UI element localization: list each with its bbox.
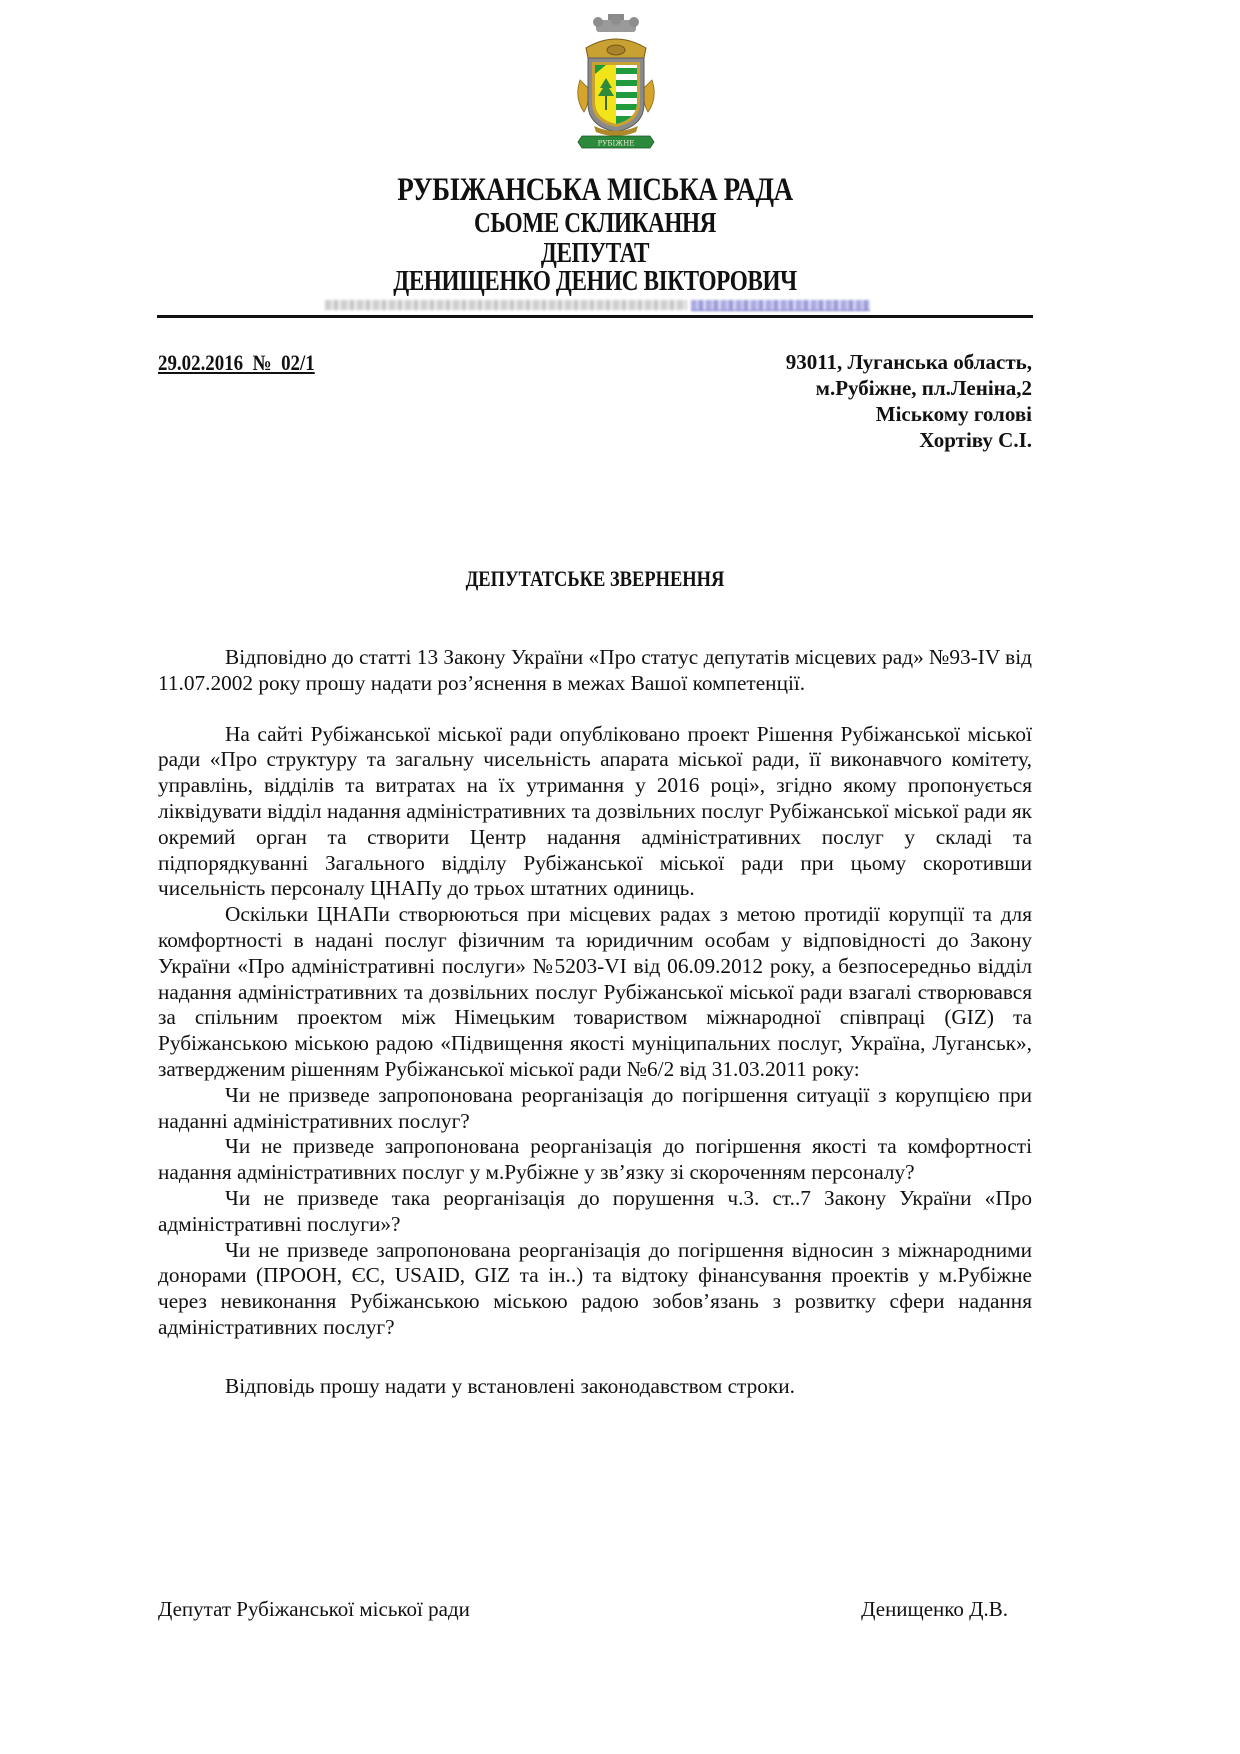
redacted-email-link [691,300,870,311]
body-paragraph: Оскільки ЦНАПи створюються при місцевих радах з метою протидії корупції та для комфортності в надані послуг фізичним та юридичним особам у відповідності до Закону України «Про адміністративні послуги» №5203-VI від 06.09.2012 року, а безпосередньо відділ надання адміністративних та дозвільних послуг Рубіжанської міської ради взагалі створювався за спільним проектом між Німецьким товариством міжнародної співпраці (GIZ) та Рубіжанською міською радою «Підвищення якості муніципальних послуг, Україна, Луганськ», затвердженим рішенням Рубіжанської міської ради №6/2 від 31.03.2011 року: [158,902,1032,1081]
signature-position: Депутат Рубіжанської міської ради [158,1597,470,1621]
addressee-line: 93011, Луганська область, [785,350,1032,374]
role-title: ДЕПУТАТ [540,237,650,269]
header-divider [157,315,1033,318]
redacted-address-text [325,300,687,310]
signature-name: Денищенко Д.В. [861,1597,1008,1621]
body-paragraph: Відповідно до статті 13 Закону України «Про статус депутатів місцевих рад» №93-IV від 11.07.2002 року прошу надати роз’яснення в межах Вашої компетенції. [158,645,1032,695]
addressee-line: м.Рубіжне, пл.Леніна,2 [815,376,1032,400]
organization-title: РУБІЖАНСЬКА МІСЬКА РАДА [397,172,793,208]
body-paragraph: На сайті Рубіжанської міської ради опубліковано проект Рішення Рубіжанської міської ради «Про структуру та загальну чисельність апарата міської ради, її виконавчого комітету, управлінь, відділів та витратах на їх утримання у 2016 році», згідно якому пропонується ліквідувати відділ надання адміністративних та дозвільних послуг Рубіжанської міської ради як окремий орган та створити Центр надання адміністративних послуг у складі та підпорядкуванні Загального відділу Рубіжанської міської ради при цьому скоротивши чисельність персоналу ЦНАПу до трьох штатних одиниць. [158,721,1032,901]
svg-text:РУБІЖНЕ: РУБІЖНЕ [597,139,635,148]
document-title: ДЕПУТАТСЬКЕ ЗВЕРНЕННЯ [465,566,725,591]
date-and-number: 29.02.2016 № 02/1 [158,350,315,375]
city-coat-of-arms-icon [576,8,656,150]
question-paragraph: Чи не призведе запропонована реорганізація до погіршення якості та комфортності надання адміністративних послуг у м.Рубіжне у зв’язку зі скороченням персоналу? [158,1134,1032,1185]
addressee-block [786,349,1032,453]
deputy-name-title: ДЕНИЩЕНКО ДЕНИС ВІКТОРОВИЧ [393,265,797,297]
addressee-line: Хортіву С.І. [919,428,1032,452]
question-paragraph: Чи не призведе запропонована реорганізація до погіршення відносин з міжнародними донорами (ПРООН, ЄС, USAID, GIZ та ін..) та відтоку фінансування проектів у м.Рубіжне через невиконання Рубіжанською міською радою зобов’язань з розвитку сфери надання адміністративних послуг? [158,1237,1032,1339]
closing-paragraph: Відповідь прошу надати у встановлені законодавством строки. [225,1373,795,1398]
convocation-title: СЬОМЕ СКЛИКАННЯ [473,207,717,239]
addressee-line: Міському голові [875,402,1032,426]
redacted-contact-line [325,298,870,312]
document-body [158,645,1032,1400]
question-paragraph: Чи не призведе запропонована реорганізація до погіршення ситуації з корупцією при наданні адміністративних послуг? [158,1082,1032,1133]
question-paragraph: Чи не призведе така реорганізація до порушення ч.3. ст..7 Закону України «Про адміністративні послуги»? [158,1185,1032,1236]
